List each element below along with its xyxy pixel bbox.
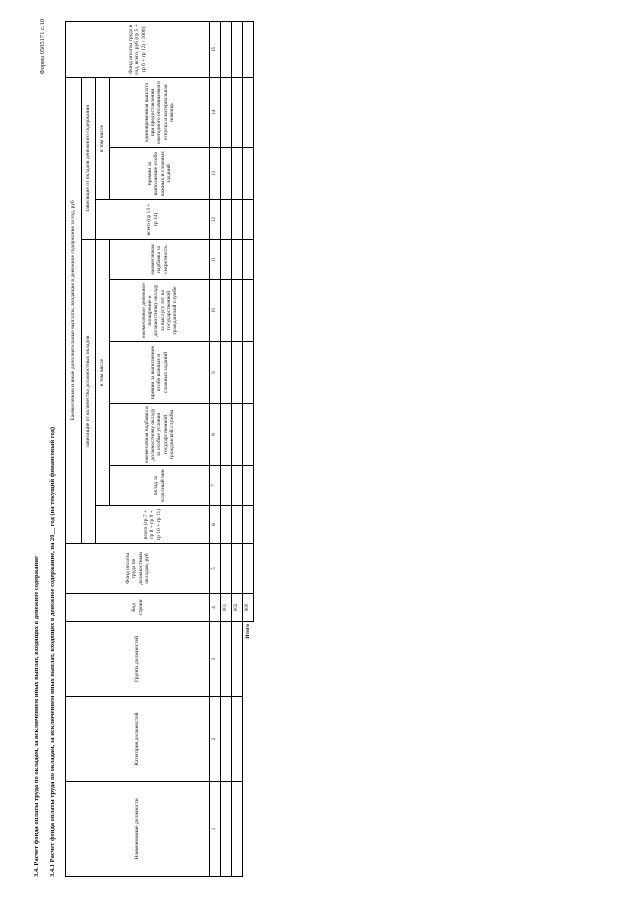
cell-empty[interactable] [232, 466, 243, 506]
column-number: 15 [210, 21, 221, 77]
cell-empty[interactable] [243, 200, 254, 240]
header-additional-payments: Ежемесячные и иные дополнительные выплаты, входящие в денежное содержание за год, руб [66, 77, 82, 543]
header-seniority-bonus: ежемесячное денежное поощрение к должностному окладу за выслугу лет на государственной гражданской службе [110, 280, 210, 342]
header-total-b: всего (гр 13 + гр 14) [96, 200, 210, 240]
total-label: Итого [243, 622, 254, 877]
header-in-total-a: в том числе [96, 240, 110, 506]
cell-empty[interactable] [232, 544, 243, 594]
cell-empty[interactable] [243, 148, 254, 200]
header-secrecy-bonus: ежемесячная надбавка за секретность [110, 240, 210, 280]
form-code: Форма 0505171 с.10 [39, 19, 46, 75]
header-position-group: Группа должностей [66, 622, 210, 697]
header-position-name: Наименование должности [66, 782, 210, 877]
rotated-form-sheet [25, 15, 615, 885]
total-code: 900 [243, 594, 254, 622]
column-number: 13 [210, 148, 221, 200]
column-number: 10 [210, 280, 221, 342]
header-annual-fund: Фонд оплаты труда в год, всего, руб (гр 5 + гр 6 + гр 12) / 1000) [66, 21, 210, 77]
header-bonus-tasks-b: премии за выполнение особо важных и сложных заданий [110, 148, 210, 200]
cell-empty[interactable] [232, 280, 243, 342]
column-number: 6 [210, 506, 221, 544]
header-special-conditions: ежемесячная надбавка к должностному окладу за особые условия государственной гражданской службы [110, 404, 210, 466]
cell-empty[interactable] [221, 466, 232, 506]
cell-empty[interactable] [232, 506, 243, 544]
cell-empty[interactable] [232, 240, 243, 280]
header-position-category: Категория должностей [66, 697, 210, 782]
cell-empty[interactable] [243, 506, 254, 544]
cell-empty[interactable] [221, 782, 232, 877]
header-group-allowance-dependent: зависящие от окладов денежного содержания [82, 77, 96, 239]
cell-empty[interactable] [232, 342, 243, 404]
column-number: 9 [210, 342, 221, 404]
column-number: 11 [210, 240, 221, 280]
cell-empty[interactable] [232, 782, 243, 877]
cell-empty[interactable] [221, 148, 232, 200]
header-group-salary-dependent: зависящие от количества должностных окладов [82, 240, 96, 544]
table-row [221, 21, 232, 876]
cell-empty[interactable] [243, 21, 254, 77]
cell-empty[interactable] [221, 21, 232, 77]
header-row-code: Код строки [66, 594, 210, 622]
column-number: 4 [210, 594, 221, 622]
row-code: 001 [221, 594, 232, 622]
cell-empty[interactable] [232, 200, 243, 240]
total-row [243, 21, 254, 876]
cell-empty[interactable] [221, 622, 232, 697]
table-row [232, 21, 243, 876]
column-number: 7 [210, 466, 221, 506]
header-salary-fund: Фонд оплаты труда по должностным окладам, руб [66, 544, 210, 594]
column-number: 1 [210, 782, 221, 877]
column-number: 8 [210, 404, 221, 466]
cell-empty[interactable] [221, 506, 232, 544]
header-bonus-tasks-a: премии за выполнение особо важных и сложных заданий [110, 342, 210, 404]
column-number: 5 [210, 544, 221, 594]
cell-empty[interactable] [232, 697, 243, 782]
fund-calculation-table [65, 21, 254, 877]
header-total-a: всего (гр 7 + гр 8 + гр 9 + гр 10 + гр 11) [96, 506, 210, 544]
subsection-title: 3.4.1 Расчет фонда оплаты труда по окладам, за исключением иных выплат, входящих в денежное содержание, на 20__ год (на текущий финансовый год) [49, 427, 56, 877]
cell-empty[interactable] [243, 404, 254, 466]
cell-empty[interactable] [232, 622, 243, 697]
cell-empty[interactable] [221, 200, 232, 240]
cell-empty[interactable] [232, 77, 243, 147]
cell-empty[interactable] [221, 240, 232, 280]
cell-empty[interactable] [243, 240, 254, 280]
section-title: 3.4. Расчет фонда оплаты труда по окладам, за исключением иных выплат, входящих в денежное содержание [33, 556, 40, 877]
column-number-row [210, 21, 221, 876]
header-leave-payment: единовременная выплата при предоставлении ежегодного оплачиваемого отпуска и материальная помощь [110, 77, 210, 147]
cell-empty[interactable] [243, 77, 254, 147]
cell-empty[interactable] [243, 342, 254, 404]
header-class-rank: оклад за классный чин [110, 466, 210, 506]
column-number: 3 [210, 622, 221, 697]
column-number: 12 [210, 200, 221, 240]
cell-empty[interactable] [243, 280, 254, 342]
cell-empty[interactable] [221, 697, 232, 782]
cell-empty[interactable] [243, 544, 254, 594]
column-number: 14 [210, 77, 221, 147]
cell-empty[interactable] [221, 342, 232, 404]
cell-empty[interactable] [232, 148, 243, 200]
row-code: 002 [232, 594, 243, 622]
column-number: 2 [210, 697, 221, 782]
header-in-total-b: в том числе [96, 77, 110, 199]
cell-empty[interactable] [232, 404, 243, 466]
cell-empty[interactable] [232, 21, 243, 77]
cell-empty[interactable] [221, 280, 232, 342]
cell-empty[interactable] [243, 466, 254, 506]
cell-empty[interactable] [221, 404, 232, 466]
cell-empty[interactable] [221, 77, 232, 147]
cell-empty[interactable] [221, 544, 232, 594]
